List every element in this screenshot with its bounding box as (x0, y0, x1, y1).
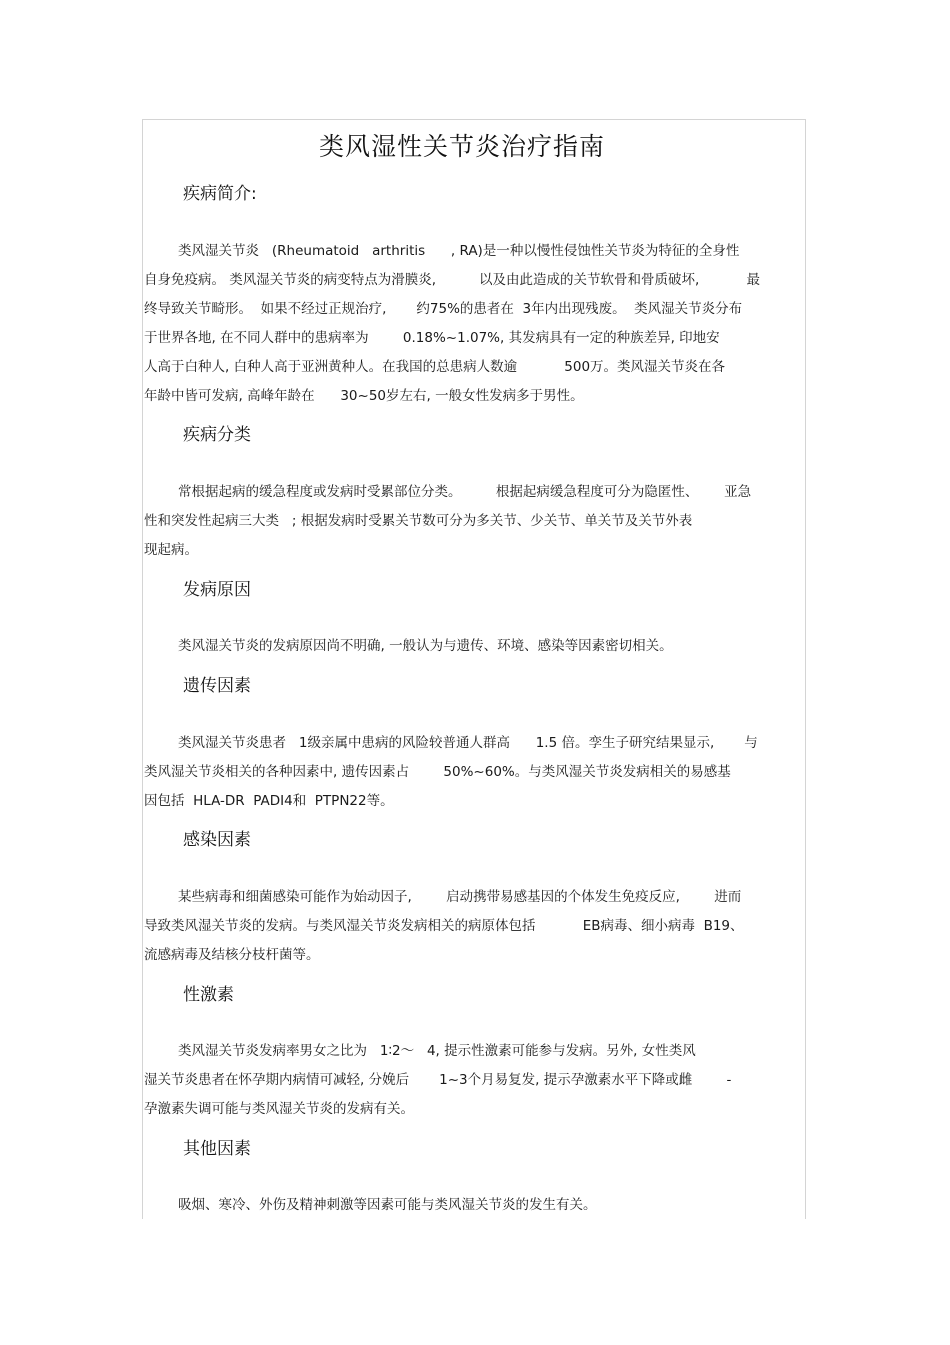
section-paragraph-other-factors (144, 1191, 808, 1220)
section-heading-sex-hormones: 性激素 (183, 985, 234, 1005)
paragraph-line: 导致类风湿关节炎的发病。与类风湿关节炎发病相关的病原体包括 EB病毒、细小病毒 B19、 (144, 918, 744, 934)
section-paragraph-sex-hormones (144, 1037, 808, 1124)
section-heading-overview: 疾病简介: (183, 184, 257, 204)
paragraph-line: 类风湿关节炎的发病原因尚不明确, 一般认为与遗传、环境、感染等因素密切相关。 (178, 638, 673, 654)
paragraph-line: 类风湿关节炎 (Rheumatoid arthritis , RA)是一种以慢性侵蚀性关节炎为特征的全身性 (178, 243, 740, 259)
paragraph-line: 某些病毒和细菌感染可能作为始动因子, 启动携带易感基因的个体发生免疫反应, 进而 (178, 889, 742, 905)
section-paragraph-overview (144, 237, 808, 411)
paragraph-line: 年龄中皆可发病, 高峰年龄在 30~50岁左右, 一般女性发病多于男性。 (144, 388, 584, 404)
paragraph-line: 孕激素失调可能与类风湿关节炎的发病有关。 (144, 1101, 414, 1117)
section-heading-etiology: 发病原因 (183, 580, 251, 600)
section-heading-classification: 疾病分类 (183, 425, 251, 445)
paragraph-line: 类风湿关节炎发病率男女之比为 1∶2～ 4, 提示性激素可能参与发病。另外, 女性类风 (178, 1043, 696, 1059)
section-heading-infection: 感染因素 (183, 830, 251, 850)
paragraph-line: 湿关节炎患者在怀孕期内病情可减轻, 分娩后 1~3个月易复发, 提示孕激素水平下降或雌 - (144, 1072, 732, 1088)
paragraph-line: 流感病毒及结核分枝杆菌等。 (144, 947, 320, 963)
section-heading-other-factors: 其他因素 (183, 1139, 251, 1159)
section-paragraph-genetics (144, 729, 808, 816)
section-paragraph-infection (144, 883, 808, 970)
paragraph-line: 性和突发性起病三大类 ; 根据发病时受累关节数可分为多关节、少关节、单关节及关节外表 (144, 513, 693, 529)
document-title: 类风湿性关节炎治疗指南 (318, 132, 605, 161)
paragraph-line: 常根据起病的缓急程度或发病时受累部位分类。 根据起病缓急程度可分为隐匿性、 亚急 (178, 484, 752, 500)
paragraph-line: 吸烟、寒冷、外伤及精神刺激等因素可能与类风湿关节炎的发生有关。 (178, 1197, 597, 1213)
paragraph-line: 类风湿关节炎患者 1级亲属中患病的风险较普通人群高 1.5 倍。孪生子研究结果显示, 与 (178, 735, 758, 751)
paragraph-line: 现起病。 (144, 542, 198, 558)
paragraph-line: 类风湿关节炎相关的各种因素中, 遗传因素占 50%~60%。与类风湿关节炎发病相关的易感基 (144, 764, 731, 780)
section-paragraph-classification (144, 478, 808, 565)
paragraph-line: 因包括 HLA-DR PADI4和 PTPN22等。 (144, 793, 394, 809)
paragraph-line: 自身免疫病。 类风湿关节炎的病变特点为滑膜炎, 以及由此造成的关节软骨和骨质破坏, 最 (144, 272, 760, 288)
paragraph-line: 人高于白种人, 白种人高于亚洲黄种人。在我国的总患病人数逾 500万。类风湿关节炎在各 (144, 359, 726, 375)
paragraph-line: 于世界各地, 在不同人群中的患病率为 0.18%~1.07%, 其发病具有一定的种族差异, 印地安 (144, 330, 720, 346)
section-paragraph-etiology (144, 632, 808, 661)
section-heading-genetics: 遗传因素 (183, 676, 251, 696)
paragraph-line: 终导致关节畸形。 如果不经过正规治疗, 约75%的患者在 3年内出现残废。 类风湿关节炎分布 (144, 301, 743, 317)
